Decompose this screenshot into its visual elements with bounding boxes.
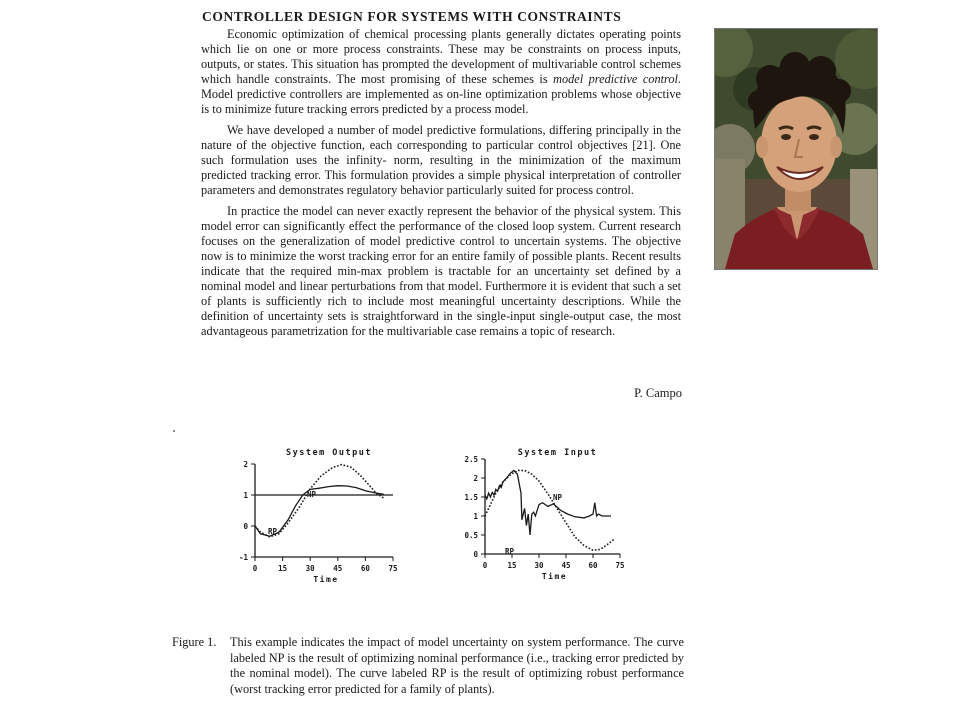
caption-label: Figure 1. — [172, 635, 217, 649]
chart-title: System Output — [285, 448, 373, 458]
article-body — [201, 27, 681, 345]
paragraph-1: Economic optimization of chemical processing plants generally dictates operating points which lie on one or more process constraints. These may be constraints on process inputs, outputs, or states. This situation has prompted the development of multivariable control schemes which handle constraints. The most promising of these schemes is model predictive control. Model predictive controllers are implemented as on-line optimization problems whose objective is to minimize future tracking errors predicted by a process model. — [201, 27, 681, 116]
series-label-np: NP — [307, 490, 317, 499]
x-tick-label: 30 — [534, 561, 544, 570]
series-label-np: NP — [553, 493, 563, 502]
y-tick-label: 0 — [243, 522, 248, 531]
y-tick-label: 1 — [473, 512, 478, 521]
y-tick-label: 1.5 — [464, 493, 478, 502]
emphasis-term: model predictive control — [553, 72, 678, 86]
y-tick-label: -1 — [238, 553, 248, 562]
caption-text: This example indicates the impact of model uncertainty on system performance. The curve labeled NP is the result of optimizing nominal performance (i.e., tracking error predicted by the nominal model). The curve labeled RP is the result of optimizing robust performance (worst tracking error predicted for a family of plants). — [230, 635, 684, 696]
scan-speck — [173, 430, 175, 432]
x-tick-label: 60 — [360, 564, 370, 573]
system-output-svg — [225, 440, 415, 600]
series-label-rp: RP — [505, 547, 515, 556]
x-tick-label: 0 — [482, 561, 488, 570]
x-tick-label: 45 — [333, 564, 343, 573]
x-tick-label: 60 — [588, 561, 598, 570]
author-signature: P. Campo — [634, 386, 682, 400]
x-tick-label: 15 — [278, 564, 288, 573]
series-line-np — [255, 465, 384, 537]
series-line-rp — [485, 470, 611, 535]
portrait-illustration — [715, 29, 877, 269]
system-input-chart — [455, 440, 645, 600]
paragraph-2: We have developed a number of model predictive formulations, differing principally in the nature of the objective function, each corresponding to particular control objectives [21]. One such formulation uses the infinity- norm, resulting in the minimization of the maximum predicted tracking error. This formulation provides a simple physical interpretation of controller parameters and demonstrates regulatory behavior particularly suited for process control. — [201, 123, 681, 197]
y-tick-label: 2 — [243, 460, 248, 469]
x-axis-label: Time — [541, 572, 568, 581]
x-tick-label: 75 — [615, 561, 625, 570]
system-output-chart — [225, 440, 415, 600]
y-tick-label: 0.5 — [464, 531, 478, 540]
paragraph-3: In practice the model can never exactly represent the behavior of the physical system. This model error can significantly effect the performance of the closed loop system. Current research focuses on the generalization of model predictive control to uncertain systems. The objective now is to minimize the worst tracking error for an entire family of possible plants. Recent results indicate that the required min-max problem is tractable for an uncertainty set defined by a nominal model and linear perturbations from that model. Furthermore it is evident that such a set of plants is sufficiently rich to include most meaningful uncertainty descriptions. While the definition of uncertainty sets is straightforward in the single-input single-output case, the most advantageous parametrization for the multivariable case remains a topic of research. — [201, 204, 681, 338]
x-tick-label: 45 — [561, 561, 571, 570]
x-tick-label: 0 — [252, 564, 258, 573]
x-tick-label: 15 — [507, 561, 517, 570]
portrait-photo — [714, 28, 878, 270]
article-title: CONTROLLER DESIGN FOR SYSTEMS WITH CONSTRAINTS — [202, 9, 622, 24]
y-tick-label: 0 — [473, 550, 478, 559]
figure-caption — [172, 635, 684, 697]
y-tick-label: 2.5 — [464, 455, 478, 464]
series-line-np — [485, 470, 615, 550]
x-tick-label: 30 — [305, 564, 315, 573]
y-tick-label: 2 — [473, 474, 478, 483]
x-tick-label: 75 — [388, 564, 398, 573]
x-axis-label: Time — [313, 575, 339, 584]
system-input-svg — [455, 440, 645, 600]
chart-title: System Input — [517, 448, 598, 458]
series-label-rp: RP — [268, 527, 278, 536]
y-tick-label: 1 — [243, 491, 248, 500]
